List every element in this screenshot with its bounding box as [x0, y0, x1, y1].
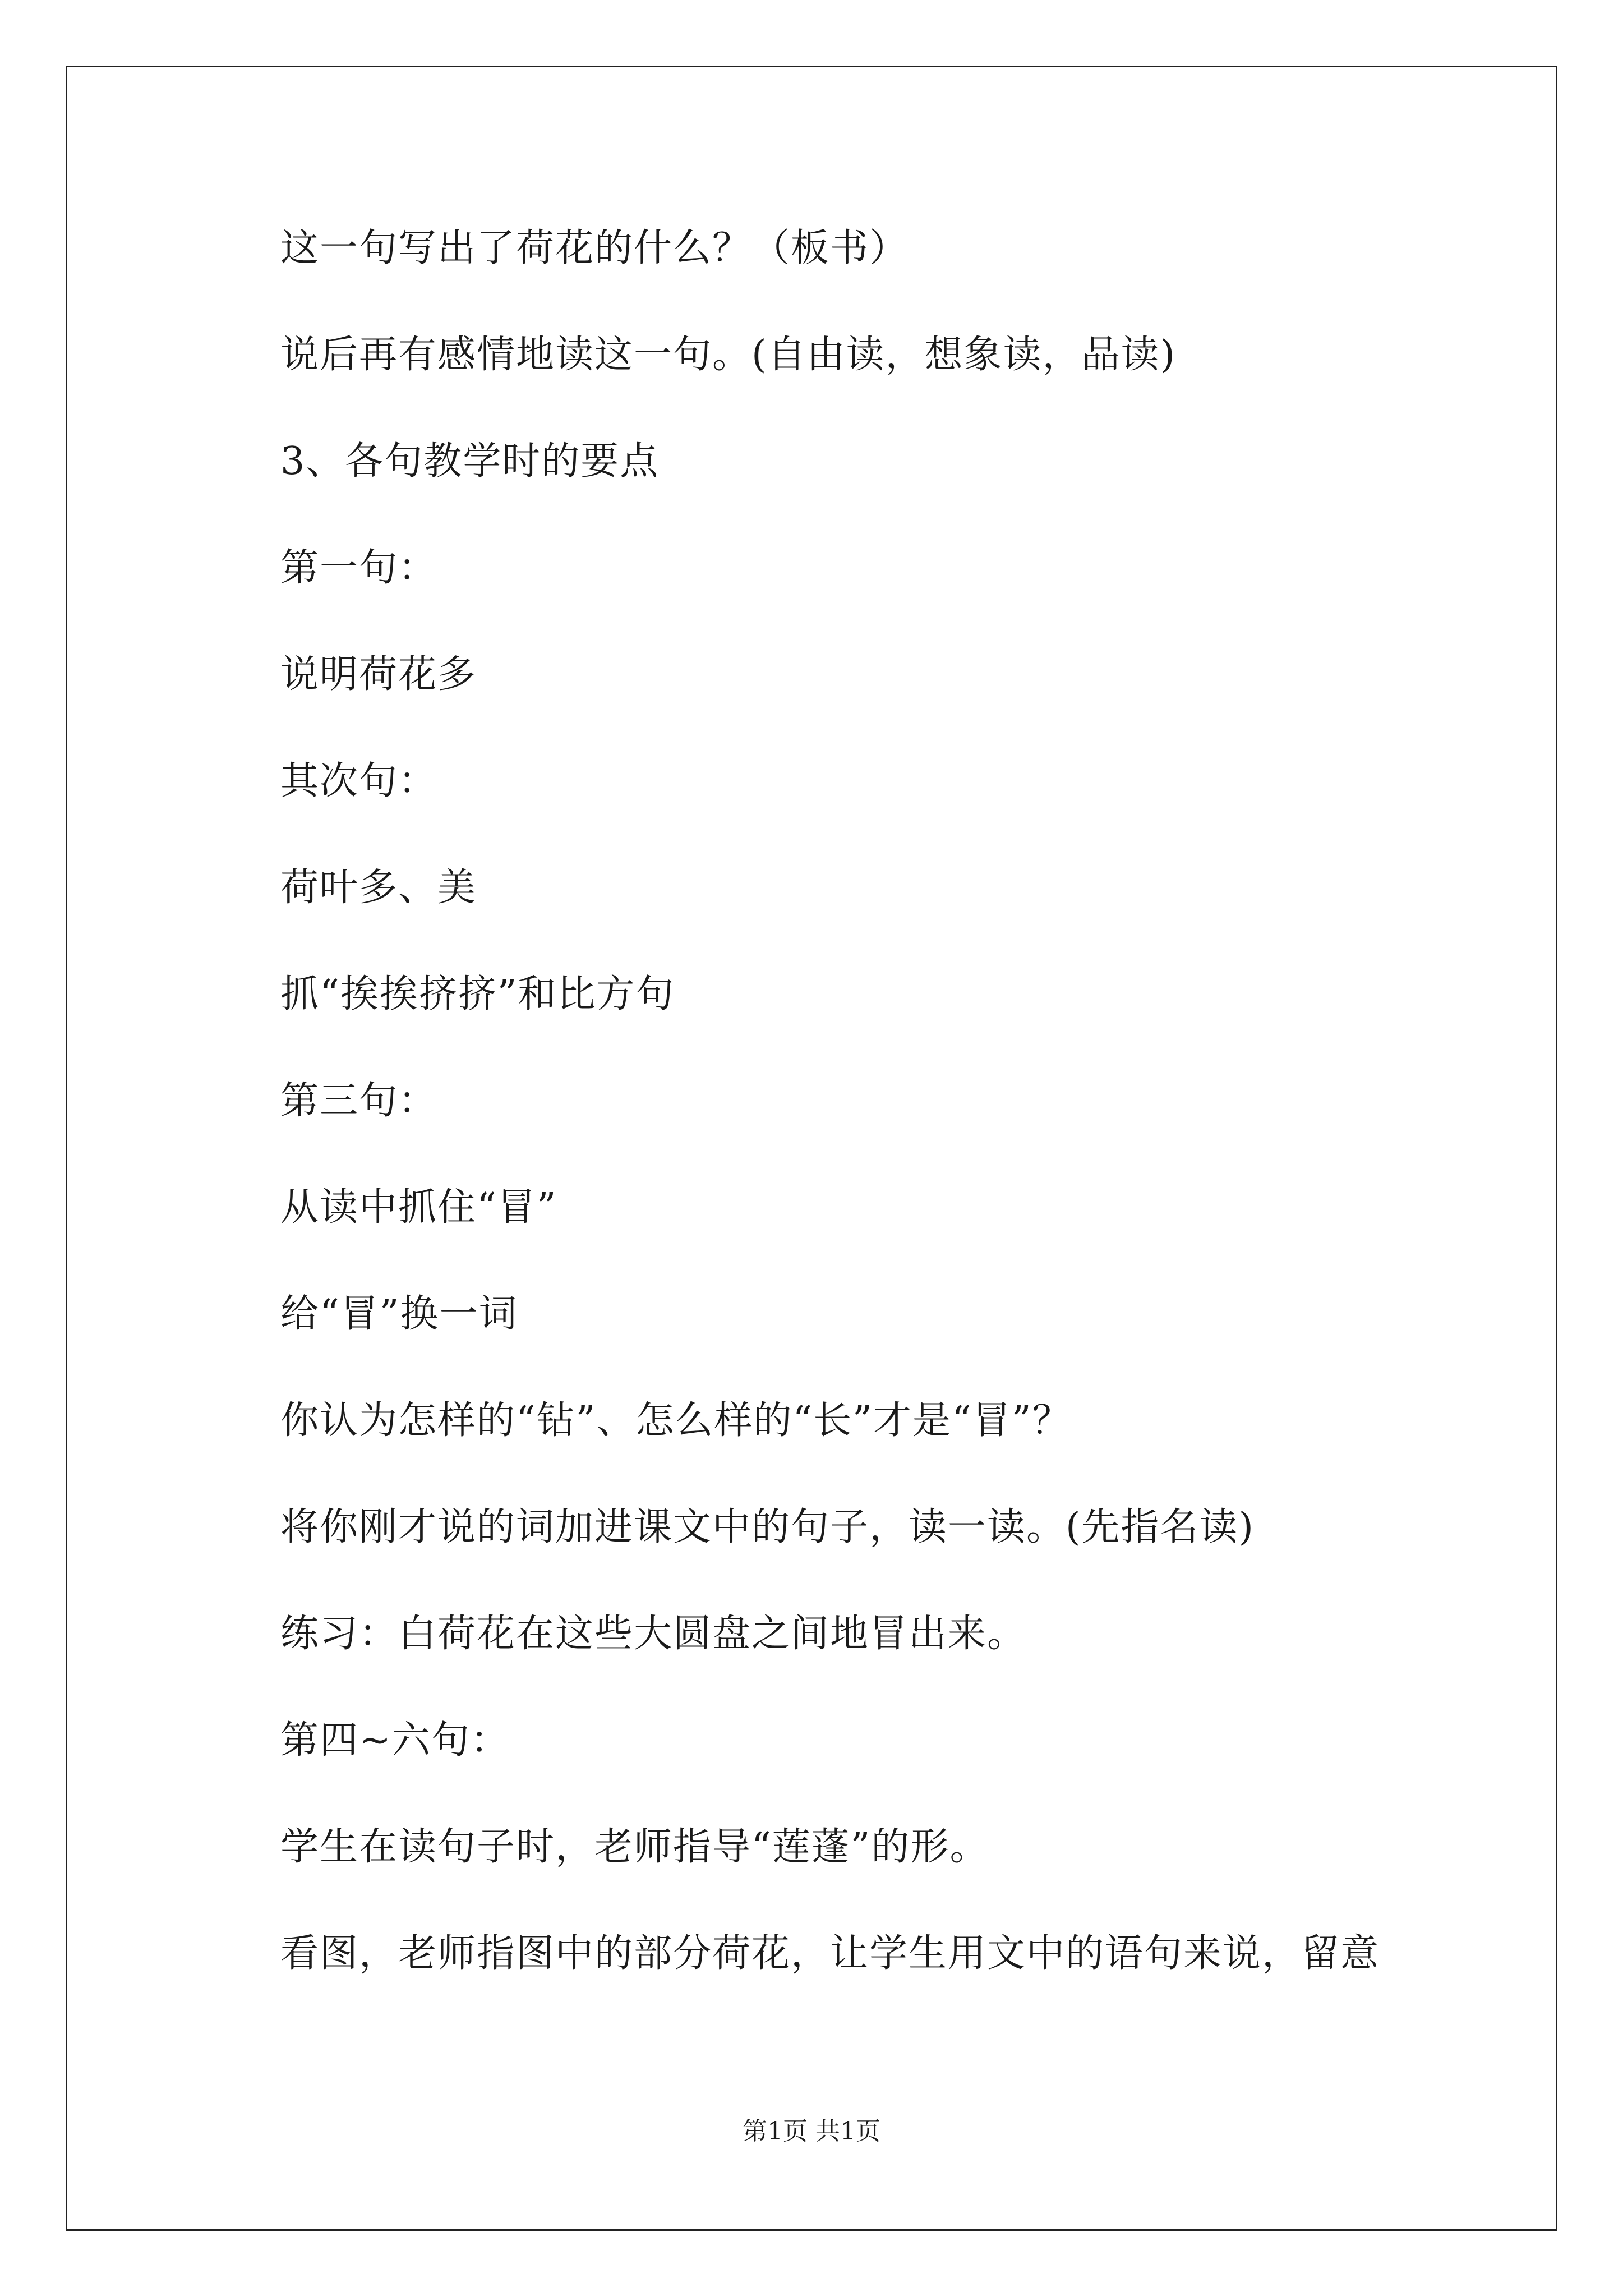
text-line: 第三句： [280, 1079, 438, 1123]
text-line: 说后再有感情地读这一句。(自由读，想象读，品读) [280, 333, 1177, 377]
text-line: 第四~六句： [280, 1718, 510, 1763]
text-line: 荷叶多、美 [280, 866, 477, 910]
text-line: 说明荷花多 [280, 652, 477, 697]
text-line: 看图，老师指图中的部分荷花，让学生用文中的语句来说，留意 [280, 1931, 1380, 1976]
text-line: 给“冒”换一词 [280, 1292, 518, 1336]
text-line: 其次句： [280, 759, 438, 803]
text-line: 抓“挨挨挤挤”和比方句 [280, 972, 675, 1016]
text-line: 学生在读句子时，老师指导“莲蓬”的形。 [280, 1825, 989, 1869]
text-line: 从读中抓住“冒” [280, 1185, 557, 1230]
text-line: 练习：白荷花在这些大圆盘之间地冒出来。 [280, 1612, 1027, 1656]
page-border [66, 66, 1557, 2231]
text-line: 你认为怎样的“钻”、怎么样的“长”才是“冒”？ [280, 1398, 1072, 1443]
text-line: 将你刚才说的词加进课文中的句子，读一读。(先指名读) [280, 1505, 1255, 1549]
page-footer: 第1页 共1页 [743, 2117, 880, 2146]
text-line: 这一句写出了荷花的什么？（板书） [280, 226, 909, 270]
text-line: 第一句： [280, 546, 438, 590]
text-line: 3、各句教学时的要点 [280, 439, 660, 484]
